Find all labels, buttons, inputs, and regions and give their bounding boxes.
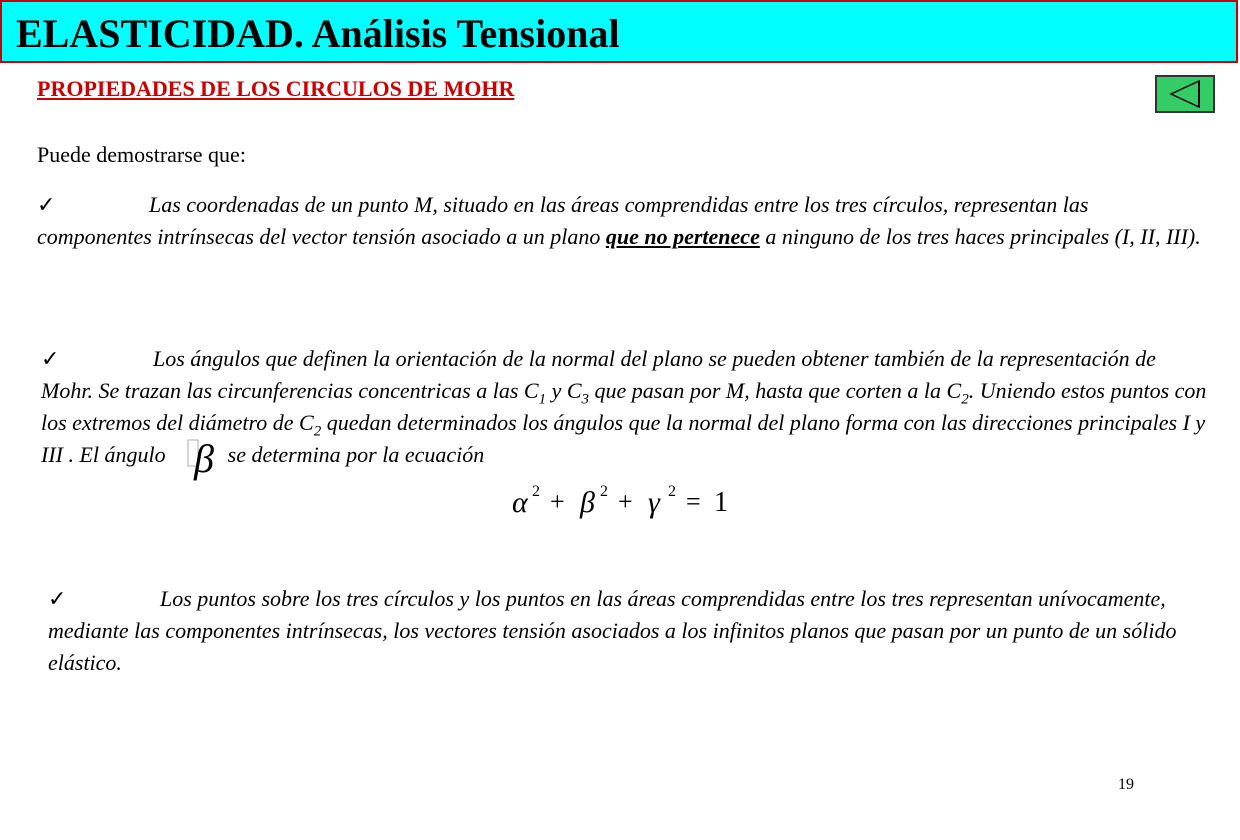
eq-exp-2: 2: [600, 483, 608, 500]
p2-text-6: se determina por la ecuación: [227, 442, 485, 467]
eq-beta: β: [580, 486, 595, 519]
back-button[interactable]: [1155, 75, 1215, 113]
eq-exp-1: 2: [532, 483, 540, 500]
bullet-paragraph-3: [48, 583, 1218, 679]
checkmark-icon: ✓: [37, 192, 56, 217]
p2-text-2: y C: [546, 378, 582, 403]
eq-rhs: 1: [714, 487, 728, 518]
p1-emphasis: que no pertenece: [605, 224, 760, 249]
bullet-paragraph-2: [41, 343, 1211, 481]
p2-text-4: . Uniendo estos puntos con los extremos del diámetro de C: [41, 378, 1207, 435]
eq-gamma: γ: [648, 486, 660, 519]
p2-sub-3: 2: [961, 391, 969, 408]
section-subtitle: PROPIEDADES DE LOS CIRCULOS DE MOHR: [37, 76, 515, 101]
p2-sub-1: 1: [538, 391, 547, 408]
eq-equals: =: [686, 487, 701, 516]
intro-text: Puede demostrarse que:: [37, 142, 246, 167]
beta-symbol-glyph: β: [193, 436, 214, 481]
p2-text-3: que pasan por M, hasta que corten a la C: [589, 378, 962, 403]
eq-plus-2: +: [618, 487, 633, 516]
checkmark-icon: ✓: [48, 586, 67, 611]
page-number: 19: [1118, 776, 1134, 793]
back-triangle-icon: [1157, 77, 1213, 111]
eq-alpha: α: [512, 486, 528, 519]
p2-text-5: quedan determinados los ángulos que la normal del plano forma con las direcciones principales I y III . El ángulo: [41, 410, 1206, 467]
p3-text: Los puntos sobre los tres círculos y los puntos en las áreas comprendidas entre los tres representan unívocamente, mediante las componentes intrínsecas, los vectores tensión asociados a los infinitos planos que pasan por un punto de un sólido elástico.: [48, 586, 1177, 675]
checkmark-icon: ✓: [41, 346, 60, 371]
title-bar: [0, 0, 1238, 63]
p2-sub-4: 2: [313, 423, 322, 440]
bullet-paragraph-1: [37, 189, 1207, 253]
eq-plus-1: +: [550, 487, 565, 516]
p1-text-before: Las coordenadas de un punto M, situado en las áreas comprendidas entre los tres círculos, representan las componentes intrínsecas del vector tensión asociado a un plano: [37, 192, 1089, 249]
eq-exp-3: 2: [668, 483, 676, 500]
p2-text-1: Los ángulos que definen la orientación de la normal del plano se pueden obtener también de la representación de Mohr. Se trazan las circunferencias concentricas a las C: [41, 346, 1156, 403]
page-title: ELASTICIDAD. Análisis Tensional: [16, 11, 620, 56]
p1-text-after: a ninguno de los tres haces principales (I, II, III).: [759, 224, 1201, 249]
direction-cosines-equation: [510, 480, 740, 524]
p2-sub-2: 3: [581, 391, 590, 408]
